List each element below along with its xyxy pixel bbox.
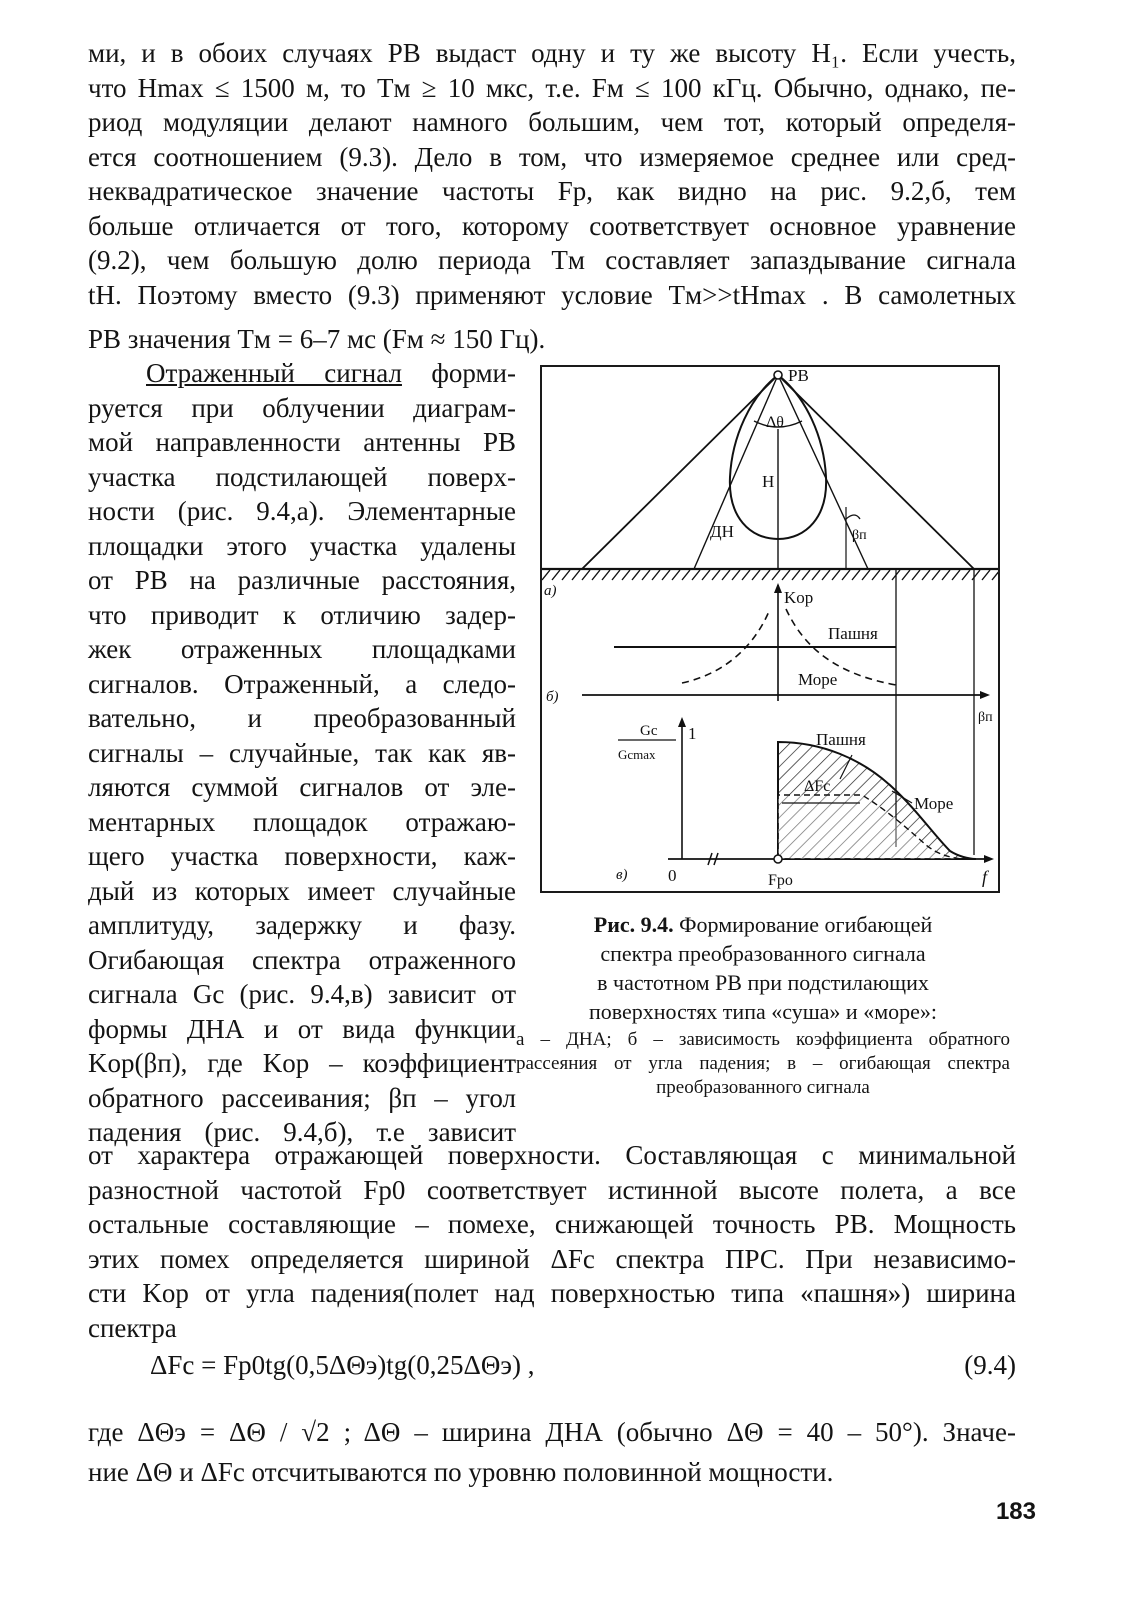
label-f-axis: f	[982, 867, 988, 887]
left-column-line: Kор(βп), где Kор – коэффициент	[88, 1048, 516, 1078]
ground-hatch-stroke	[542, 570, 550, 580]
text-line: разностной частотой Fр0 соответствует истинной высоте полета, а все	[88, 1174, 1016, 1205]
g-axis-arrow-icon	[678, 717, 686, 727]
ground-hatch-stroke	[902, 570, 910, 580]
left-column-line: руется при облучении диаграм-	[88, 392, 516, 423]
figure-9-4	[540, 365, 1000, 893]
text-line: ми, и в обоих случаях РВ выдаст одну и ту же высоту H₁. Если учесть,	[88, 38, 1016, 68]
page-number: 183	[995, 1498, 1036, 1525]
label-zero: 0	[668, 866, 677, 885]
ground-hatch-stroke	[572, 570, 580, 580]
left-column-line: жек отраженных площадками	[88, 634, 516, 664]
formula-9-4: ΔFс = Fр0tg(0,5ΔΘэ)tg(0,25ΔΘэ) ,	[150, 1350, 535, 1380]
left-column-line: обратного рассеивания; βп – угол	[88, 1082, 516, 1113]
ground-hatch-stroke	[982, 570, 990, 580]
ground-hatch-stroke	[882, 570, 890, 580]
left-column-line: площадки этого участка удалены	[88, 530, 516, 561]
figure-diagram	[542, 367, 998, 891]
ground-hatching	[542, 570, 998, 580]
panel-label-a: а)	[544, 583, 557, 599]
text-line: ние ΔΘ и ΔFс отсчитываются по уровню половинной мощности.	[88, 1457, 834, 1487]
panel-label-v: в)	[616, 867, 628, 883]
caption-label: Рис. 9.4.	[593, 912, 674, 937]
underlined-term: Отраженный сигнал	[146, 358, 402, 388]
ground-hatch-stroke	[612, 570, 620, 580]
ground-hatch-stroke	[972, 570, 980, 580]
caption-line: в частотном РВ при подстилающих	[597, 970, 929, 995]
ground-hatch-stroke	[912, 570, 920, 580]
label-rv: РВ	[788, 367, 809, 385]
ground-hatch-stroke	[832, 570, 840, 580]
text-line: больше отличается от того, которому соответствует основное уравнение	[88, 210, 1016, 241]
text-line: что Hmax ≤ 1500 м, то Tм ≥ 10 мкс, т.е. Fм ≤ 100 кГц. Обычно, однако, пе-	[88, 72, 1016, 103]
left-column-line: ментарных площадок отражаю-	[88, 806, 516, 837]
left-column-line: падения (рис. 9.4,б), т.е зависит	[88, 1117, 516, 1147]
ground-hatch-stroke	[842, 570, 850, 580]
beta-axis-arrow-icon	[980, 691, 990, 699]
ground-hatch-stroke	[862, 570, 870, 580]
text-line: риод модуляции делают намного большим, чем тот, который определя-	[88, 107, 1016, 137]
panel-label-b: б)	[546, 689, 559, 705]
ground-hatch-stroke	[552, 570, 560, 580]
label-pashnya-v: Пашня	[816, 730, 866, 749]
ground-hatch-stroke	[562, 570, 570, 580]
label-one: 1	[688, 724, 697, 743]
ground-hatch-stroke	[622, 570, 630, 580]
ground-hatch-stroke	[852, 570, 860, 580]
left-column-line: ности (рис. 9.4,а). Элементарные	[88, 496, 516, 526]
label-delta-theta: Δθ	[766, 414, 784, 431]
label-beta-incidence: βп	[852, 528, 867, 543]
left-column-line: от РВ на различные расстояния,	[88, 565, 516, 595]
f-axis-arrow-icon	[984, 855, 994, 863]
ground-hatch-stroke	[642, 570, 650, 580]
ground-hatch-stroke	[722, 570, 730, 580]
left-column-line: сигнала Gс (рис. 9.4,в) зависит от	[88, 979, 516, 1009]
label-g-numerator: Gс	[640, 723, 658, 739]
fp0-marker-icon	[774, 855, 782, 863]
bottom-paragraph	[88, 1138, 1016, 1345]
ground-hatch-stroke	[952, 570, 960, 580]
caption-note: а – ДНА; б – зависимость коэффициента обратного рассеяния от угла падения; в – огибающая спектра преобразованного сигнала	[516, 1029, 1010, 1098]
caption-line: спектра преобразованного сигнала	[600, 941, 926, 966]
left-column-line: участка подстилающей поверх-	[88, 461, 516, 492]
text-line: от характера отражающей поверхности. Составляющая с минимальной	[88, 1140, 1016, 1170]
panel-c-spectrum	[616, 717, 994, 889]
label-fp0: Fро	[768, 872, 793, 889]
ground-hatch-stroke	[792, 570, 800, 580]
text-line: неквадратическое значение частоты Fр, как видно на рис. 9.2,б, тем	[88, 176, 1016, 206]
panel-a-antenna-pattern	[542, 367, 998, 599]
left-column-line: вательно, и преобразованный	[88, 703, 516, 733]
left-column-line: сигналы – случайные, так как яв-	[88, 737, 516, 768]
label-beta-axis: βп	[978, 710, 993, 725]
left-column-line: мой направленности антенны РВ	[88, 427, 516, 457]
caption-title-line: Рис. 9.4. Формирование огибающей	[593, 912, 933, 937]
caption-line: поверхностях типа «суша» и «море»:	[588, 999, 937, 1024]
ground-hatch-stroke	[602, 570, 610, 580]
left-column-line: амплитуду, задержку и фазу.	[88, 910, 516, 940]
ground-hatch-stroke	[652, 570, 660, 580]
left-column-line: что приводит к отличию задер-	[88, 599, 516, 630]
ground-hatch-stroke	[932, 570, 940, 580]
text-line: (9.2), чем большую долю периода Tм составляет запаздывание сигнала	[88, 245, 1016, 275]
ground-hatch-stroke	[662, 570, 670, 580]
text-line: сти Kор от угла падения(полет над поверхностью типа «пашня») ширина	[88, 1278, 1016, 1308]
ground-hatch-stroke	[802, 570, 810, 580]
ground-hatch-stroke	[732, 570, 740, 580]
left-column-line: щего участка поверхности, каж-	[88, 841, 516, 871]
beam-edge-right	[778, 375, 974, 569]
ground-hatch-stroke	[592, 570, 600, 580]
k-axis-arrow-icon	[774, 583, 782, 593]
text-line: РВ значения Tм = 6–7 мс (Fм ≈ 150 Гц).	[88, 324, 546, 354]
ground-hatch-stroke	[682, 570, 690, 580]
text-line: остальные составляющие – помехе, снижающей точность РВ. Мощность	[88, 1209, 1016, 1239]
ground-hatch-stroke	[692, 570, 700, 580]
ground-hatch-stroke	[992, 570, 998, 580]
label-pashnya-b: Пашня	[828, 624, 878, 643]
ground-hatch-stroke	[772, 570, 780, 580]
ground-hatch-stroke	[812, 570, 820, 580]
label-k-axis: Kор	[784, 588, 814, 607]
ground-hatch-stroke	[942, 570, 950, 580]
beam-edge-left	[582, 375, 778, 569]
ground-hatch-stroke	[702, 570, 710, 580]
text-line: ется соотношением (9.3). Дело в том, что измеряемое среднее или сред-	[88, 141, 1016, 172]
left-column-line: ляются суммой сигналов от эле-	[88, 772, 516, 802]
ground-hatch-stroke	[582, 570, 590, 580]
text-line: спектра	[88, 1312, 177, 1343]
left-column-line: Огибающая спектра отраженного	[88, 944, 516, 975]
caption-lines	[516, 939, 1010, 1026]
altimeter-icon	[774, 371, 782, 379]
ground-hatch-stroke	[752, 570, 760, 580]
ground-hatch-stroke	[712, 570, 720, 580]
equation-number: (9.4)	[964, 1350, 1016, 1380]
text-line: где ΔΘэ = ΔΘ / √2 ; ΔΘ – ширина ДНА (обычно ΔΘ = 40 – 50°). Значе-	[88, 1417, 1016, 1447]
formula-row	[150, 1350, 1016, 1390]
ground-hatch-stroke	[672, 570, 680, 580]
ground-hatch-stroke	[922, 570, 930, 580]
ground-hatch-stroke	[762, 570, 770, 580]
ground-hatch-stroke	[872, 570, 880, 580]
top-paragraph	[88, 36, 1016, 357]
label-more-v: Море	[914, 794, 954, 813]
after-formula-paragraph	[88, 1412, 1016, 1492]
label-g-denominator: Gсmax	[618, 747, 656, 762]
left-column-first-line: Отраженный сигнал форми-	[146, 358, 516, 388]
label-dn: ДН	[710, 522, 734, 541]
ground-hatch-stroke	[962, 570, 970, 580]
incidence-angle-arc	[846, 515, 860, 519]
left-column-line: формы ДНА и от вида функции	[88, 1013, 516, 1044]
text-line: tH. Поэтому вместо (9.3) применяют условие Tм>>tHmax . В самолетных	[88, 279, 1016, 310]
label-more-b: Море	[798, 670, 838, 689]
left-column-lines	[88, 391, 516, 1150]
text-line: этих помех определяется шириной ΔFс спектра ПРС. При независимо-	[88, 1243, 1016, 1274]
ground-hatch-stroke	[742, 570, 750, 580]
ground-hatch-stroke	[632, 570, 640, 580]
label-h: H	[762, 472, 775, 491]
label-delta-f: ΔFс	[804, 778, 831, 795]
figure-caption	[516, 910, 1010, 1100]
left-column-paragraph	[88, 356, 516, 1150]
ground-hatch-stroke	[822, 570, 830, 580]
left-column-line: сигналов. Отраженный, а следо-	[88, 668, 516, 699]
left-column-line: дый из которых имеет случайные	[88, 875, 516, 906]
ground-hatch-stroke	[782, 570, 790, 580]
